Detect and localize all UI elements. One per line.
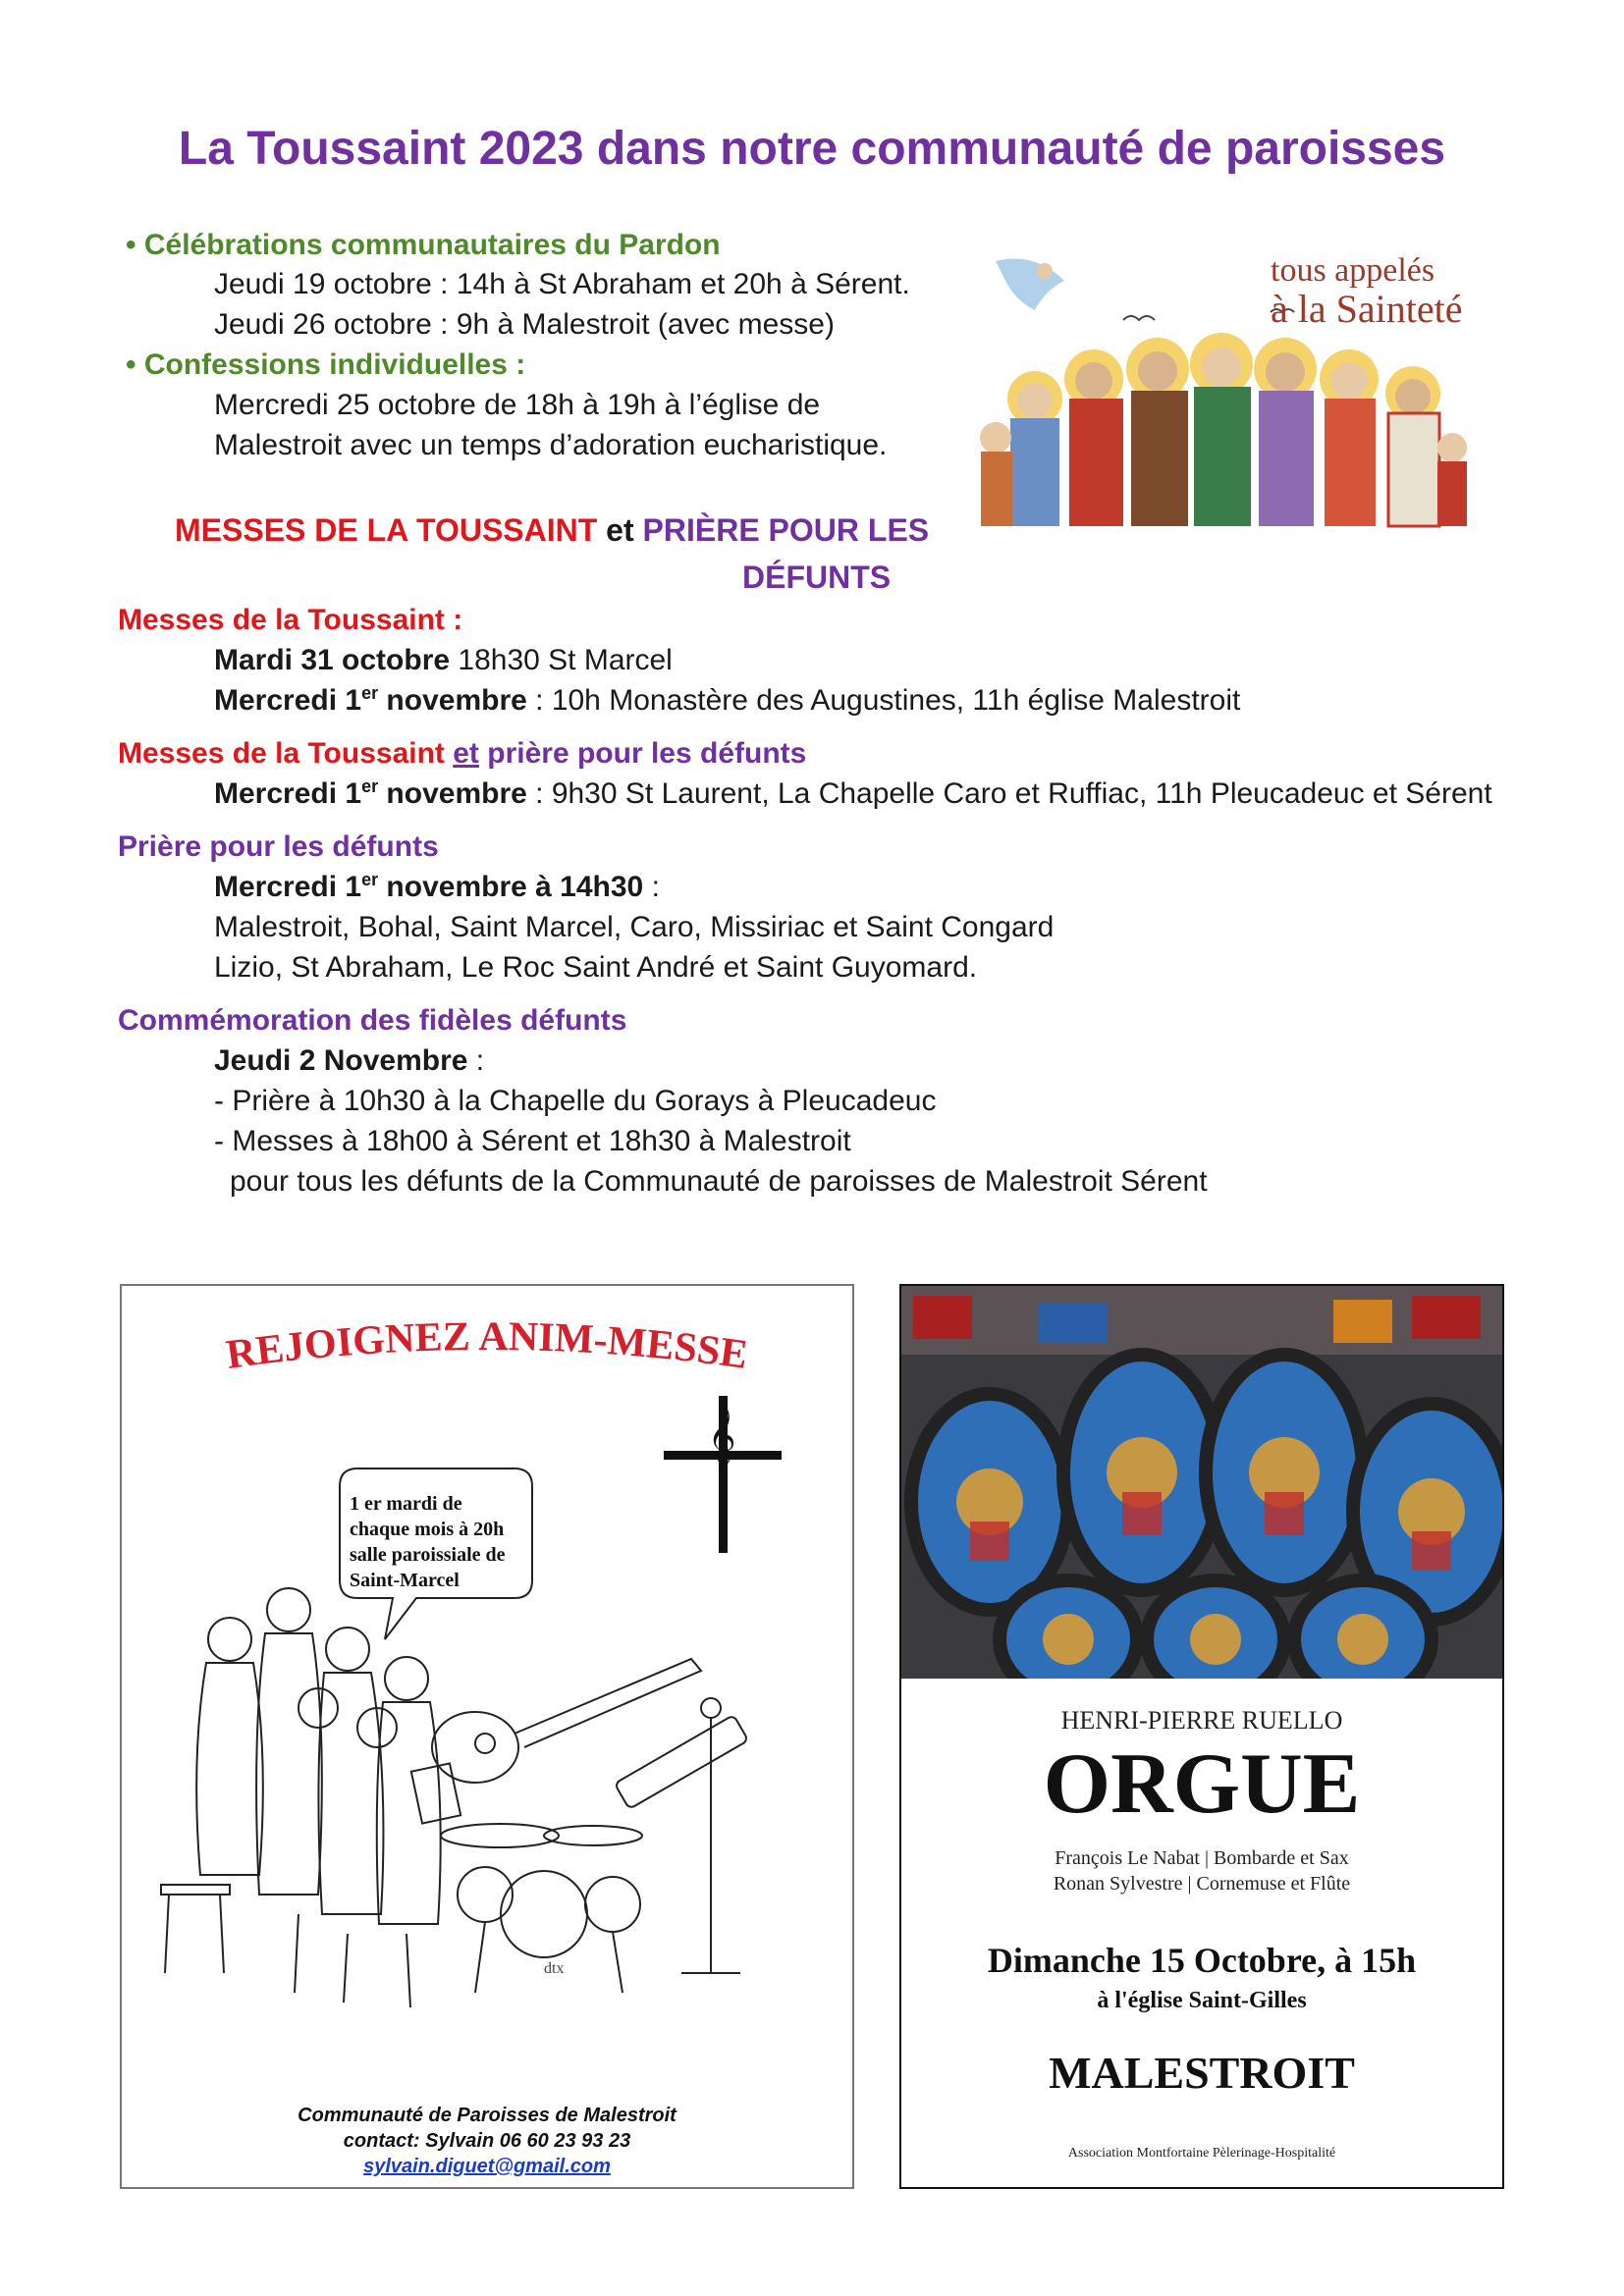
messes-heading-part-1: MESSES DE LA TOUSSAINT <box>175 512 598 548</box>
instruments-drawing <box>432 1659 748 1993</box>
pardon-line-2: Jeudi 26 octobre : 9h à Malestroit (avec messe) <box>214 308 835 341</box>
section-1-heading: Messes de la Toussaint : <box>118 604 463 636</box>
speech-bubble <box>340 1468 532 1639</box>
anim-messe-title: REJOIGNEZ ANIM-MESSE <box>223 1313 751 1378</box>
messes-heading-part-2: et <box>597 512 643 548</box>
pardon-line-1: Jeudi 19 octobre : 14h à St Abraham et 20h à Sérent. <box>214 268 910 300</box>
banner-title-line-1: tous appelés <box>1271 252 1435 289</box>
anim-footer-line-1: Communauté de Paroisses de Malestroit <box>298 2105 677 2126</box>
section-3-heading: Prière pour les défunts <box>118 830 439 863</box>
saints-illustration <box>976 241 1467 532</box>
section-2-line-1: Mercredi 1er novembre : 9h30 St Laurent, La Chapelle Caro et Ruffiac, 11h Pleucadeuc et Sérent <box>214 776 1492 810</box>
bubble-line-4: Saint-Marcel <box>350 1570 460 1591</box>
orgue-title: ORGUE <box>1043 1736 1361 1832</box>
section-4-line-2: - Prière à 10h30 à la Chapelle du Gorays à Pleucadeuc <box>214 1085 937 1117</box>
bubble-line-3: salle paroissiale de <box>350 1544 506 1566</box>
section-3-line-1: Mercredi 1er novembre à 14h30 : <box>214 870 660 903</box>
bubble-line-1: 1 er mardi de <box>350 1493 462 1515</box>
messes-heading-part-4: DÉFUNTS <box>742 560 892 595</box>
section-4-line-1: Jeudi 2 Novembre : <box>214 1044 485 1077</box>
page-title: La Toussaint 2023 dans notre communauté de paroisses <box>178 123 1446 175</box>
section-4-line-4: pour tous les défunts de la Communauté de paroisses de Malestroit Sérent <box>230 1165 1208 1198</box>
section-4-heading: Commémoration des fidèles défunts <box>118 1004 627 1037</box>
anim-footer-email-link[interactable]: sylvain.diguet@gmail.com <box>363 2156 611 2177</box>
svg-text:𝄞: 𝄞 <box>708 1408 736 1463</box>
bubble-line-2: chaque mois à 20h <box>350 1519 505 1540</box>
orgue-town: MALESTROIT <box>1049 2048 1355 2098</box>
orgue-performer: HENRI-PIERRE RUELLO <box>1060 1706 1343 1735</box>
section-4-line-3: - Messes à 18h00 à Sérent et 18h30 à Malestroit <box>214 1125 851 1157</box>
banner-title-line-2: à la Sainteté <box>1271 287 1463 331</box>
confessions-line-2: Malestroit avec un temps d’adoration eucharistique. <box>214 429 888 461</box>
stained-glass-image <box>901 1286 1502 1679</box>
pardon-heading: • Célébrations communautaires du Pardon <box>126 229 721 261</box>
confessions-heading: • Confessions individuelles : <box>126 348 526 381</box>
anim-messe-flyer <box>120 1284 854 2189</box>
saints-banner <box>976 241 1467 532</box>
messes-heading-part-3: PRIÈRE POUR LES <box>642 512 930 548</box>
section-2-heading: Messes de la Toussaint et prière pour les défunts <box>118 737 807 770</box>
orgue-association: Association Montfortaine Pèlerinage-Hospitalité <box>1067 2146 1336 2161</box>
messes-heading-line-1 <box>175 508 929 552</box>
section-3-line-2: Malestroit, Bohal, Saint Marcel, Caro, Missiriac et Saint Congard <box>214 911 1055 943</box>
choir-drawing <box>161 1588 460 2007</box>
section-3-line-3: Lizio, St Abraham, Le Roc Saint André et Saint Guyomard. <box>214 951 978 984</box>
music-cross-icon <box>664 1396 782 1553</box>
orgue-guest-2: Ronan Sylvestre | Cornemuse et Flûte <box>1053 1873 1351 1895</box>
section-1-line-2: Mercredi 1er novembre : 10h Monastère des Augustines, 11h église Malestroit <box>214 683 1241 717</box>
orgue-guest-1: François Le Nabat | Bombarde et Sax <box>1055 1847 1349 1869</box>
anim-footer-line-2: contact: Sylvain 06 60 23 93 23 <box>343 2130 631 2152</box>
section-1-line-1: Mardi 31 octobre 18h30 St Marcel <box>214 644 673 676</box>
orgue-date: Dimanche 15 Octobre, à 15h <box>987 1941 1417 1980</box>
confessions-line-1: Mercredi 25 octobre de 18h à 19h à l’église de <box>214 389 821 421</box>
orgue-venue: à l'église Saint-Gilles <box>1097 1988 1307 2013</box>
svg-text:dtx: dtx <box>544 1960 565 1977</box>
orgue-flyer <box>899 1284 1504 2189</box>
